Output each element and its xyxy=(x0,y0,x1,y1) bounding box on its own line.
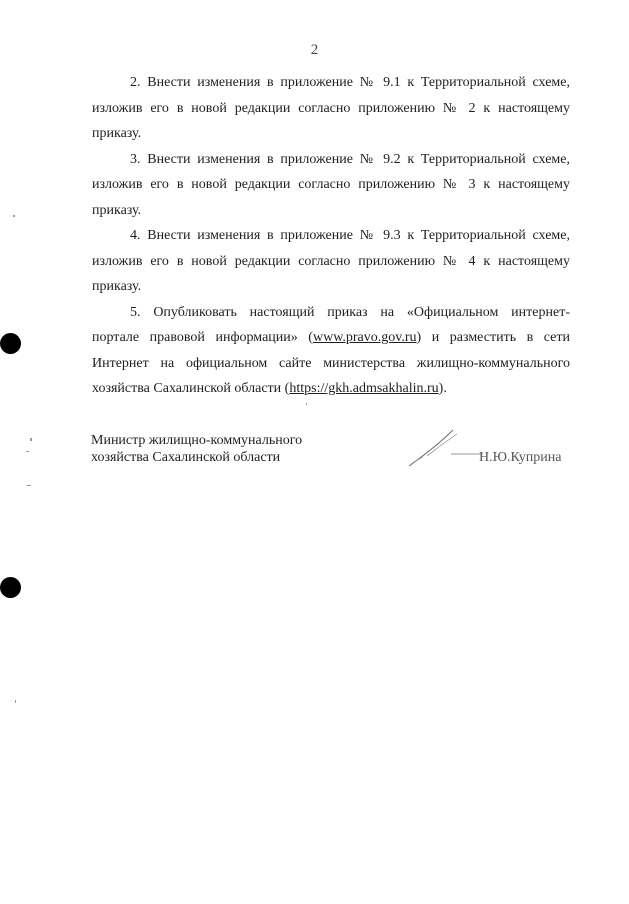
punch-hole-icon xyxy=(0,333,21,354)
scan-speck xyxy=(26,451,29,452)
signatory-title xyxy=(91,432,302,466)
paragraph-line: изложив его в новой редакции согласно приложению № 3 к настоящему xyxy=(92,177,570,192)
paragraph-item-2 xyxy=(92,70,570,147)
scan-speck xyxy=(15,700,16,703)
scan-speck xyxy=(30,438,32,441)
paragraph-item-5 xyxy=(92,300,570,402)
paragraph-line: 3. Внести изменения в приложение № 9.2 к Территориальной схеме, xyxy=(130,151,570,167)
paragraph-line: приказу. xyxy=(92,202,142,218)
paragraph-text: хозяйства Сахалинской области ( xyxy=(92,381,290,396)
document-body xyxy=(92,70,570,402)
paragraph-line: 4. Внести изменения в приложение № 9.3 к Территориальной схеме, xyxy=(130,228,570,243)
signatory-name: Н.Ю.Куприна xyxy=(479,450,562,465)
gkh-link[interactable]: https://gkh.admsakhalin.ru xyxy=(289,381,439,396)
paragraph-line: Интернет на официальном сайте министерства жилищно-коммунального xyxy=(92,355,570,371)
paragraph-item-4 xyxy=(92,223,570,300)
paragraph-line: 2. Внести изменения в приложение № 9.1 к Территориальной схеме, xyxy=(130,75,570,90)
paragraph-line: приказу. xyxy=(92,126,142,141)
paragraph-line xyxy=(92,376,570,402)
paragraph-text: ). xyxy=(438,381,447,396)
paragraph-line xyxy=(92,325,570,351)
paragraph-line: изложив его в новой редакции согласно приложению № 2 к настоящему xyxy=(92,100,570,116)
paragraph-item-3 xyxy=(92,147,570,224)
punch-hole-icon xyxy=(0,577,21,598)
paragraph-line: приказу. xyxy=(92,279,142,294)
signature-scribble-icon xyxy=(405,426,485,472)
pravo-link[interactable]: www.pravo.gov.ru xyxy=(312,330,417,345)
scan-speck xyxy=(27,485,31,486)
paragraph-line: изложив его в новой редакции согласно приложению № 4 к настоящему xyxy=(92,253,570,269)
paragraph-text: портале правовой информации» ( xyxy=(92,330,313,345)
paragraph-text: ) и разместить в сети xyxy=(416,330,570,345)
page-number: 2 xyxy=(310,42,319,58)
paragraph-line: 5. Опубликовать настоящий приказ на «Официальном интернет- xyxy=(130,304,570,320)
signatory-title-line: хозяйства Сахалинской области xyxy=(91,450,281,465)
signatory-title-line: Министр жилищно-коммунального xyxy=(91,433,303,448)
scan-speck xyxy=(306,403,307,405)
scan-speck xyxy=(13,215,15,217)
